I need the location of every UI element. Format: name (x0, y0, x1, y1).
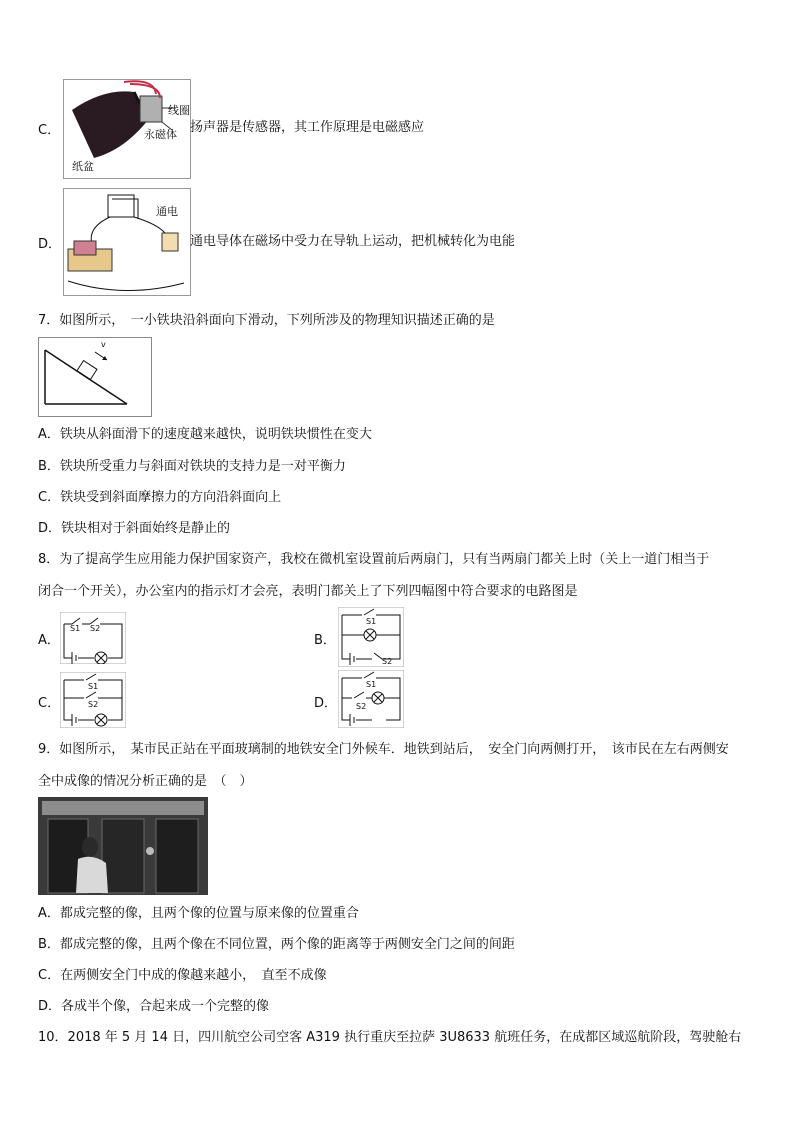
option-letter: A． (38, 633, 60, 648)
switch-s2-label: S2 (88, 700, 99, 709)
speaker-figure (63, 79, 191, 179)
question-9-stem-line1: 9．如图所示， 某市民正站在平面玻璃制的地铁安全门外候车．地铁到站后， 安全门向两侧打开， 该市民在左右两侧安 (38, 742, 729, 757)
switch-s2-label: S2 (382, 657, 393, 666)
circuit-c (60, 672, 126, 728)
option-a: A．都成完整的像，且两个像的位置与原来像的位置重合 (38, 906, 359, 921)
option-a: A．铁块从斜面滑下的速度越来越快，说明铁块惯性在变大 (38, 427, 372, 442)
option-letter: D． (38, 237, 62, 252)
option-text: 扬声器是传感器，其工作原理是电磁感应 (190, 120, 425, 135)
incline-figure (38, 337, 152, 417)
option-d: D．铁块相对于斜面始终是静止的 (38, 521, 231, 536)
option-b: B．铁块所受重力与斜面对铁块的支持力是一对平衡力 (38, 459, 346, 474)
power-label: 通电 (156, 205, 178, 218)
circuit-d (338, 670, 404, 728)
option-letter: C． (38, 696, 61, 711)
option-c: C．在两侧安全门中成的像越来越小， 直至不成像 (38, 968, 327, 983)
switch-s1-label: S1 (88, 682, 99, 691)
option-b: B．都成完整的像，且两个像在不同位置，两个像的距离等于两侧安全门之间的间距 (38, 937, 515, 952)
switch-s2-label: S2 (356, 702, 367, 711)
switch-s1-label: S1 (366, 680, 377, 689)
option-letter: C． (38, 123, 61, 138)
cone-label: 纸盆 (72, 160, 94, 173)
switch-s1-label: S1 (70, 624, 81, 633)
question-9-stem-line2: 全中成像的情况分析正确的是 （ ） (38, 774, 253, 789)
subway-door-photo (38, 797, 208, 895)
option-d: D．各成半个像，合起来成一个完整的像 (38, 999, 270, 1014)
question-10-stem-line1: 10．2018 年 5 月 14 日，四川航空公司空客 A319 执行重庆至拉萨 3U8633 航班任务，在成都区域巡航阶段，驾驶舱右 (38, 1030, 742, 1045)
magnet-label: 永磁体 (144, 128, 177, 141)
circuit-b (338, 607, 404, 667)
question-7-stem: 7．如图所示， 一小铁块沿斜面向下滑动，下列所涉及的物理知识描述正确的是 (38, 313, 495, 328)
option-text: 通电导体在磁场中受力在导轨上运动，把机械转化为电能 (190, 234, 516, 249)
switch-s2-label: S2 (90, 624, 101, 633)
velocity-label: v (101, 340, 106, 349)
motor-rail-figure (63, 188, 191, 296)
question-8-stem-line2: 闭合一个开关），办公室内的指示灯才会亮，表明门都关上了下列四幅图中符合要求的电路图是 (38, 584, 578, 599)
question-8-stem-line1: 8．为了提高学生应用能力保护国家资产，我校在微机室设置前后两扇门，只有当两扇门都关上时（关上一道门相当于 (38, 552, 710, 567)
option-c: C．铁块受到斜面摩擦力的方向沿斜面向上 (38, 490, 282, 505)
coil-label: 线圈 (168, 104, 190, 117)
option-letter: D． (314, 696, 338, 711)
circuit-a (60, 612, 126, 664)
switch-s1-label: S1 (366, 617, 377, 626)
option-letter: B． (314, 633, 336, 648)
